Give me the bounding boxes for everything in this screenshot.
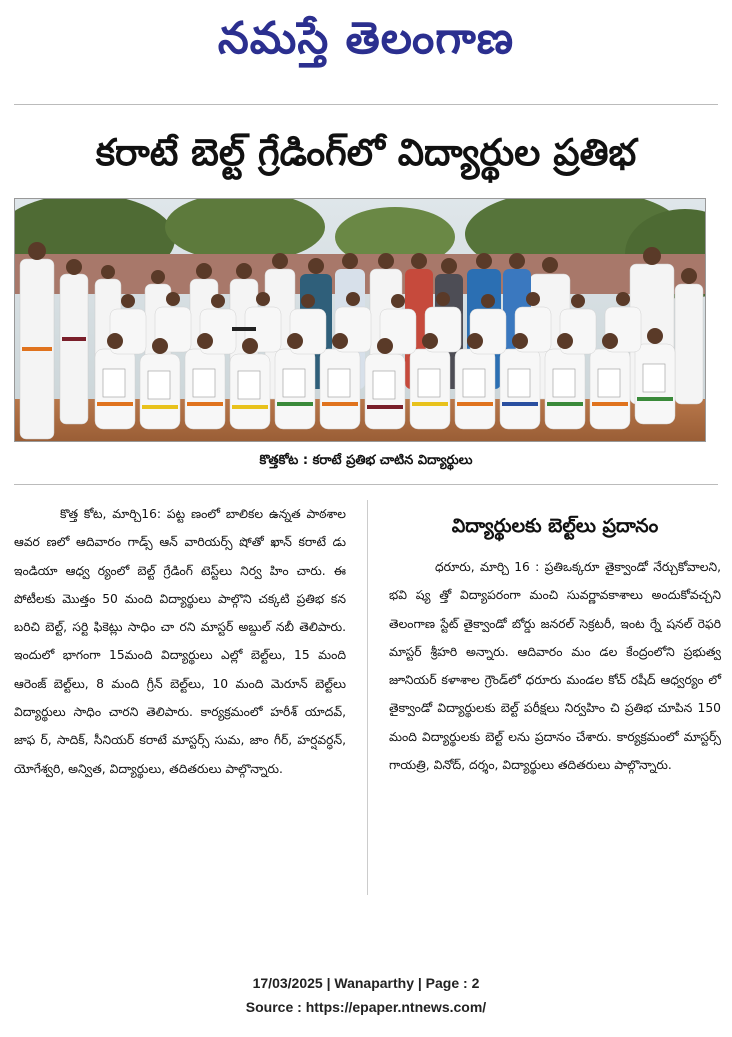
article-left-text: కొత్త కోట, మార్చి16: పట్ట ణంలో బాలికల ఉన్నత పాఠశాల ఆవర ణలో ఆదివారం గాడ్స్‌ ఆన్‌ వారియర్స్‌ షోతో ఖాన్‌ కరాటే డు ఇండియా ఆధ్వ ర్యంలో బెల్ట్‌ గ్రేడింగ్‌ టెస్ట్‌లు నిర్వ హిం చారు. ఈ పోటీలకు మొత్తం 50 మంది విద్యార్థులు పాల్గొని చక్కటి ప్రతిభ కన బరిచి బెల్ట్‌, సర్టి ఫికెట్లు సాధిం చా రని మాస్టర్‌ అబ్దుల్‌ నబీ తెలిపారు. ఇందులో భాగంగా 15మంది విద్యార్థులు ఎల్లో బెల్ట్‌లు, 15 మంది ఆరెంజ్‌ బెల్ట్‌లు, 8 మంది గ్రీన్‌ బెల్ట్‌లు, 10 మంది మెరూన్‌ బెల్ట్‌లు విద్యార్థులు సాధిం చారని తెలిపారు. కార్యక్రమంలో హరీశ్‌ యాదవ్‌, జాఫ ర్‌, సాదిక్‌, సీనియర్‌ కరాటే మాస్టర్స్‌ సుమ, జాం గీర్‌, హర్షవర్ధన్‌, యోగేశ్వరి, అన్విత, విద్యార్థులు, తదితరులు పాల్గొన్నారు. xyxy=(14,507,346,776)
news-photo xyxy=(14,198,706,442)
masthead-divider xyxy=(14,104,718,105)
footer-date-edition: 17/03/2025 | Wanaparthy | Page : 2 xyxy=(252,975,480,991)
article-right-body xyxy=(389,553,721,779)
article-left-body xyxy=(14,500,346,783)
footer-source: Source : https://epaper.ntnews.com/ xyxy=(245,999,487,1015)
article-headline: కరాటే బెల్ట్‌ గ్రేడింగ్‌లో విద్యార్థుల ప్రతిభ xyxy=(95,131,637,174)
caption-divider xyxy=(14,484,718,485)
column-divider xyxy=(367,500,368,895)
article-right-text: ధరూరు, మార్చి 16 : ప్రతిఒక్కరూ తైక్వాండో నేర్చుకోవాలని, భవి ష్య త్తో విద్యాపరంగా మంచి సువర్ణావకాశాలు అందుకోవచ్చని తెలంగాణ స్టేట్‌ తైక్వాండో బోర్డు జనరల్‌ సెక్రటరీ, ఇంట ర్నే షనల్‌ రెఫరి మాస్టర్‌ శ్రీహరి అన్నారు. ఆదివారం మం డల కేంద్రంలోని ప్రభుత్వ జూనియర్‌ కళాశాల గ్రౌండ్‌లో ధరూరు మండల కోచ్‌ రషీద్‌ ఆధ్వర్యం లో తైక్వాండో విద్యార్థులకు బెల్ట్‌ పరీక్షలు నిర్వహిం చి ప్రతిభ చూపిన 150 మంది విద్యార్థులకు బెల్ట్‌ లను ప్రదానం చేశారు. కార్యక్రమంలో మాస్టర్స్‌ గాయత్రి, వినోద్‌, దర్శం, విద్యార్థులు తదితరులు పాల్గొన్నారు. xyxy=(389,560,721,773)
photo-caption: కొత్తకోట : కరాటే ప్రతిభ చాటిన విద్యార్థులు xyxy=(259,453,473,468)
newspaper-masthead: నమస్తే తెలంగాణ xyxy=(217,13,515,64)
article-right-headline: విద్యార్థులకు బెల్ట్‌లు ప్రదానం xyxy=(451,515,659,537)
